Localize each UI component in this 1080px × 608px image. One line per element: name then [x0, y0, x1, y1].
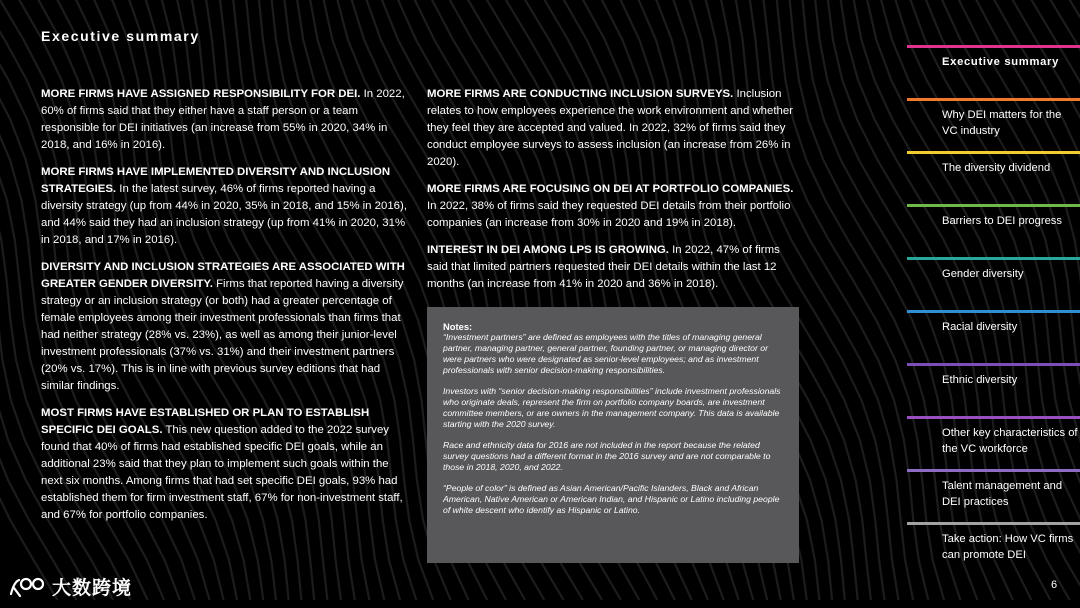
- nav-item-label: Executive summary: [942, 56, 1059, 68]
- page-number: 6: [1051, 579, 1058, 591]
- paragraph-body: In 2022, 60% of firms said that they either have a staff person or a team responsible for DEI initiatives (an increase from 55% in 2020, 34% in 2018, and 16% in 2016).: [41, 88, 405, 151]
- nav-item-label: Other key characteristics of the VC workforce: [942, 427, 1078, 455]
- section-nav: [907, 0, 1080, 608]
- nav-color-bar: [907, 257, 1080, 260]
- nav-color-bar: [907, 363, 1080, 366]
- nav-color-bar: [907, 310, 1080, 313]
- paragraph-heading: MORE FIRMS ARE CONDUCTING INCLUSION SURVEYS.: [427, 88, 734, 100]
- summary-paragraph: [427, 242, 800, 293]
- nav-item-label: Why DEI matters for the VC industry: [942, 109, 1062, 137]
- nav-item-label: The diversity dividend: [942, 162, 1051, 174]
- nav-color-bar: [907, 416, 1080, 419]
- left-column: [41, 86, 413, 534]
- paragraph-heading: INTEREST IN DEI AMONG LPS IS GROWING.: [427, 244, 669, 256]
- summary-paragraph: [41, 405, 413, 524]
- logo-icon: [8, 574, 48, 600]
- nav-item-label: Gender diversity: [942, 268, 1024, 280]
- summary-paragraph: [427, 86, 800, 171]
- paragraph-heading: MORE FIRMS ARE FOCUSING ON DEI AT PORTFOLIO COMPANIES.: [427, 183, 794, 195]
- paragraph-body: In 2022, 47% of firms said that limited partners requested their DEI details within the last 12 months (an increase from 41% in 2020 and 36% in 2018).: [427, 244, 780, 290]
- notes-list: [443, 332, 783, 516]
- nav-color-bar: [907, 469, 1080, 472]
- notes-title: Notes:: [443, 321, 473, 332]
- paragraph-body: Inclusion relates to how employees experience the work environment and whether they feel they are accepted and valued. In 2022, 32% of firms said they conduct employee surveys to assess inclusion (an increase from 26% in 2020).: [427, 88, 793, 168]
- note-item: “People of color” is defined as Asian American/Pacific Islanders, Black and African American, Native American or American Indian, and Hispanic or Latino including people of white descent who identify as Hispanic or Latino.: [443, 483, 780, 515]
- page-title: Executive summary: [41, 28, 200, 44]
- watermark-logo: [8, 573, 132, 600]
- note-item: Investors with “senior decision-making responsibilities” include investment professionals who originate deals, represent the firm on portfolio company boards, are investment committee members, or are owners in the management company. This data is available starting with the 2020 survey.: [443, 386, 781, 429]
- nav-item-label: Ethnic diversity: [942, 374, 1018, 386]
- paragraph-body: In 2022, 38% of firms said they requested DEI details from their portfolio companies (an increase from 30% in 2020 and 19% in 2018).: [427, 200, 791, 229]
- nav-color-bar: [907, 45, 1080, 48]
- note-item: “Investment partners” are defined as employees with the titles of managing general partner, managing partner, general partner, founding partner, or managing director or were partners who were designated as senior-level employees; and as investment professionals with senior decision-making responsibilities.: [443, 332, 769, 375]
- paragraph-heading: MOST FIRMS HAVE ESTABLISHED OR PLAN TO ESTABLISH SPECIFIC DEI GOALS.: [41, 407, 370, 436]
- paragraph-body: In the latest survey, 46% of firms reported having a diversity strategy (up from 44% in 2020, 35% in 2018, and 15% in 2016), and 44% said they had an inclusion strategy (up from 41% in 2020, 31% in 2018, and 17% in 2016).: [41, 183, 407, 246]
- paragraph-heading: MORE FIRMS HAVE ASSIGNED RESPONSIBILITY FOR DEI.: [41, 88, 361, 100]
- nav-item-label: Talent management and DEI practices: [942, 480, 1063, 508]
- nav-color-bar: [907, 522, 1080, 525]
- nav-item-label: Barriers to DEI progress: [942, 215, 1062, 227]
- nav-item-label: Racial diversity: [942, 321, 1018, 333]
- note-item: Race and ethnicity data for 2016 are not included in the report because the related survey questions had a different format in the 2016 survey and are not comparable to those in 2018, 2020, and 2022.: [443, 440, 771, 472]
- paragraph-body: Firms that reported having a diversity strategy or an inclusion strategy (or both) had a greater percentage of female employees among their investment professionals than firms that had neither strategy (28% vs. 23%), as well as among their junior-level investment professionals (37% vs. 31%) and their investment partners (20% vs. 17%). This is in line with previous survey editions that had similar findings.: [41, 278, 404, 392]
- summary-paragraph: [41, 259, 413, 395]
- watermark-text: 大数跨境: [52, 578, 133, 599]
- middle-column: [427, 86, 800, 303]
- nav-color-bar: [907, 98, 1080, 101]
- nav-color-bar: [907, 151, 1080, 154]
- notes-box: [427, 307, 799, 563]
- summary-paragraph: [427, 181, 800, 232]
- summary-paragraph: [41, 164, 413, 249]
- nav-item-label: Take action: How VC firms can promote DEI: [942, 533, 1074, 561]
- paragraph-heading: MORE FIRMS HAVE IMPLEMENTED DIVERSITY AND INCLUSION STRATEGIES.: [41, 166, 391, 195]
- paragraph-heading: DIVERSITY AND INCLUSION STRATEGIES ARE ASSOCIATED WITH GREATER GENDER DIVERSITY.: [41, 261, 405, 290]
- nav-color-bar: [907, 204, 1080, 207]
- paragraph-body: This new question added to the 2022 survey found that 40% of firms had established specific DEI goals, while an additional 23% said that they plan to implement such goals within the next six months. Among firms that had set specific DEI goals, 93% had established them for firm investment staff, 67% for non-investment staff, and 67% for portfolio companies.: [41, 424, 403, 521]
- summary-paragraph: [41, 86, 413, 154]
